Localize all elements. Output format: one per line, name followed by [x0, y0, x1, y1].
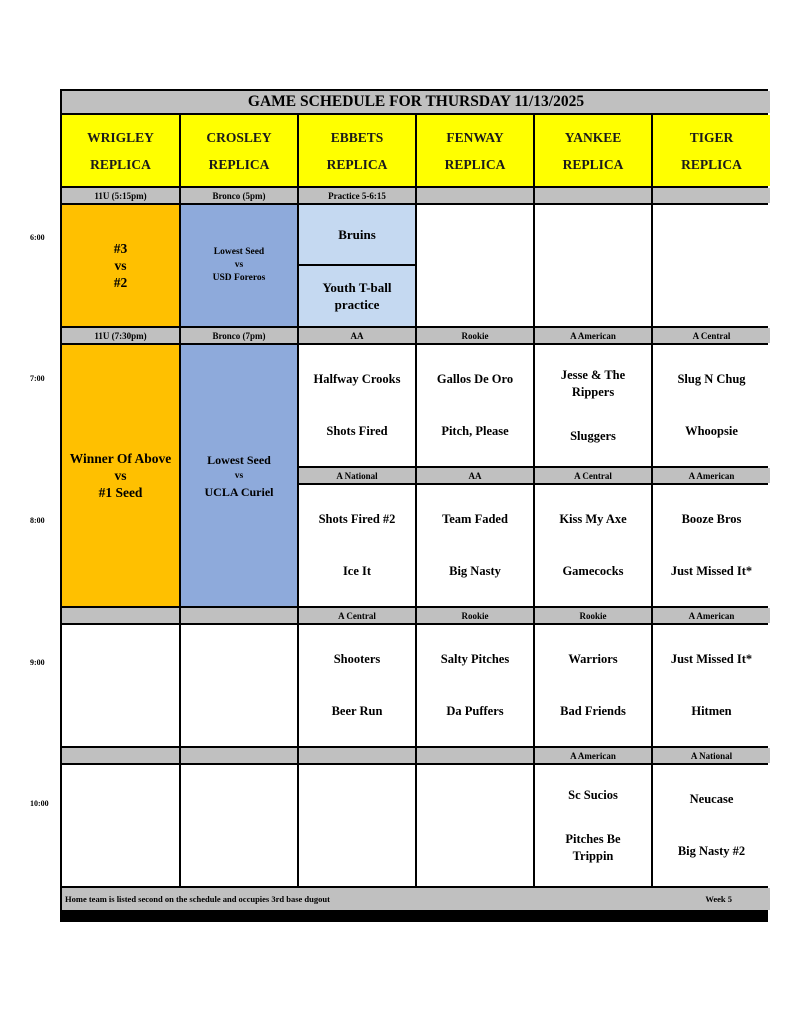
game-cell: Sc Sucios Pitches Be Trippin: [535, 765, 651, 886]
empty-cell: [181, 625, 297, 746]
division-header: AA: [417, 468, 533, 483]
game-cell: Booze Bros Just Missed It*: [653, 485, 770, 606]
game-cell-wrigley-7: Winner Of Above vs #1 Seed: [62, 345, 179, 606]
division-header: Bronco (5pm): [181, 188, 297, 203]
division-header: [417, 748, 533, 763]
ebbets-practice-block: [299, 205, 415, 326]
game-cell: Warriors Bad Friends: [535, 625, 651, 746]
venue-fenway: FENWAY REPLICA: [417, 115, 533, 186]
empty-cell: [417, 205, 533, 326]
venue-tiger: TIGER REPLICA: [653, 115, 770, 186]
game-cell: Salty Pitches Da Puffers: [417, 625, 533, 746]
game-cell: Jesse & The Rippers Sluggers: [535, 345, 651, 466]
empty-cell: [653, 205, 770, 326]
division-header: 11U (7:30pm): [62, 328, 179, 343]
time-label-9: 9:00: [30, 658, 45, 667]
division-header: [535, 188, 651, 203]
division-header: A Central: [653, 328, 770, 343]
game-cell: Kiss My Axe Gamecocks: [535, 485, 651, 606]
empty-cell: [417, 765, 533, 886]
division-header: Rookie: [417, 608, 533, 623]
practice-bruins: Bruins: [299, 205, 415, 264]
division-header: A Central: [535, 468, 651, 483]
division-header: A Central: [299, 608, 415, 623]
division-header: [62, 748, 179, 763]
game-cell: Shooters Beer Run: [299, 625, 415, 746]
venue-ebbets: EBBETS REPLICA: [299, 115, 415, 186]
empty-cell: [299, 765, 415, 886]
game-cell-crosley-6: Lowest Seed vs USD Foreros: [181, 205, 297, 326]
time-label-8: 8:00: [30, 516, 45, 525]
game-cell-crosley-7: Lowest Seed vs UCLA Curiel: [181, 345, 297, 606]
division-header: A National: [653, 748, 770, 763]
game-cell: Gallos De Oro Pitch, Please: [417, 345, 533, 466]
division-header: A American: [535, 328, 651, 343]
division-header: [62, 608, 179, 623]
division-header: Rookie: [535, 608, 651, 623]
empty-cell: [62, 765, 179, 886]
game-cell: Shots Fired #2 Ice It: [299, 485, 415, 606]
game-cell-wrigley-6: #3 vs #2: [62, 205, 179, 326]
division-header: [299, 748, 415, 763]
game-cell: Just Missed It* Hitmen: [653, 625, 770, 746]
division-header: 11U (5:15pm): [62, 188, 179, 203]
practice-tball: Youth T-ball practice: [299, 266, 415, 326]
schedule-title: GAME SCHEDULE FOR THURSDAY 11/13/2025: [62, 91, 770, 113]
empty-cell: [181, 765, 297, 886]
division-header: A American: [535, 748, 651, 763]
division-header: [653, 188, 770, 203]
venue-crosley: CROSLEY REPLICA: [181, 115, 297, 186]
time-label-6: 6:00: [30, 233, 45, 242]
empty-cell: [62, 625, 179, 746]
week-label: Week 5: [705, 894, 732, 904]
division-header: [181, 608, 297, 623]
time-label-7: 7:00: [30, 374, 45, 383]
division-header: [181, 748, 297, 763]
schedule-table: [60, 89, 768, 922]
footer-bar: [62, 888, 770, 910]
division-header: A American: [653, 468, 770, 483]
venue-wrigley: WRIGLEY REPLICA: [62, 115, 179, 186]
game-cell: Slug N Chug Whoopsie: [653, 345, 770, 466]
division-header: Rookie: [417, 328, 533, 343]
division-header: Bronco (7pm): [181, 328, 297, 343]
division-header: A American: [653, 608, 770, 623]
division-header: A National: [299, 468, 415, 483]
footer-note: Home team is listed second on the schedule and occupies 3rd base dugout: [65, 894, 330, 904]
empty-cell: [535, 205, 651, 326]
time-label-10: 10:00: [30, 799, 49, 808]
game-cell: Team Faded Big Nasty: [417, 485, 533, 606]
division-header: [417, 188, 533, 203]
division-header: Practice 5-6:15: [299, 188, 415, 203]
division-header: AA: [299, 328, 415, 343]
venue-yankee: YANKEE REPLICA: [535, 115, 651, 186]
game-cell: Neucase Big Nasty #2: [653, 765, 770, 886]
game-cell: Halfway Crooks Shots Fired: [299, 345, 415, 466]
